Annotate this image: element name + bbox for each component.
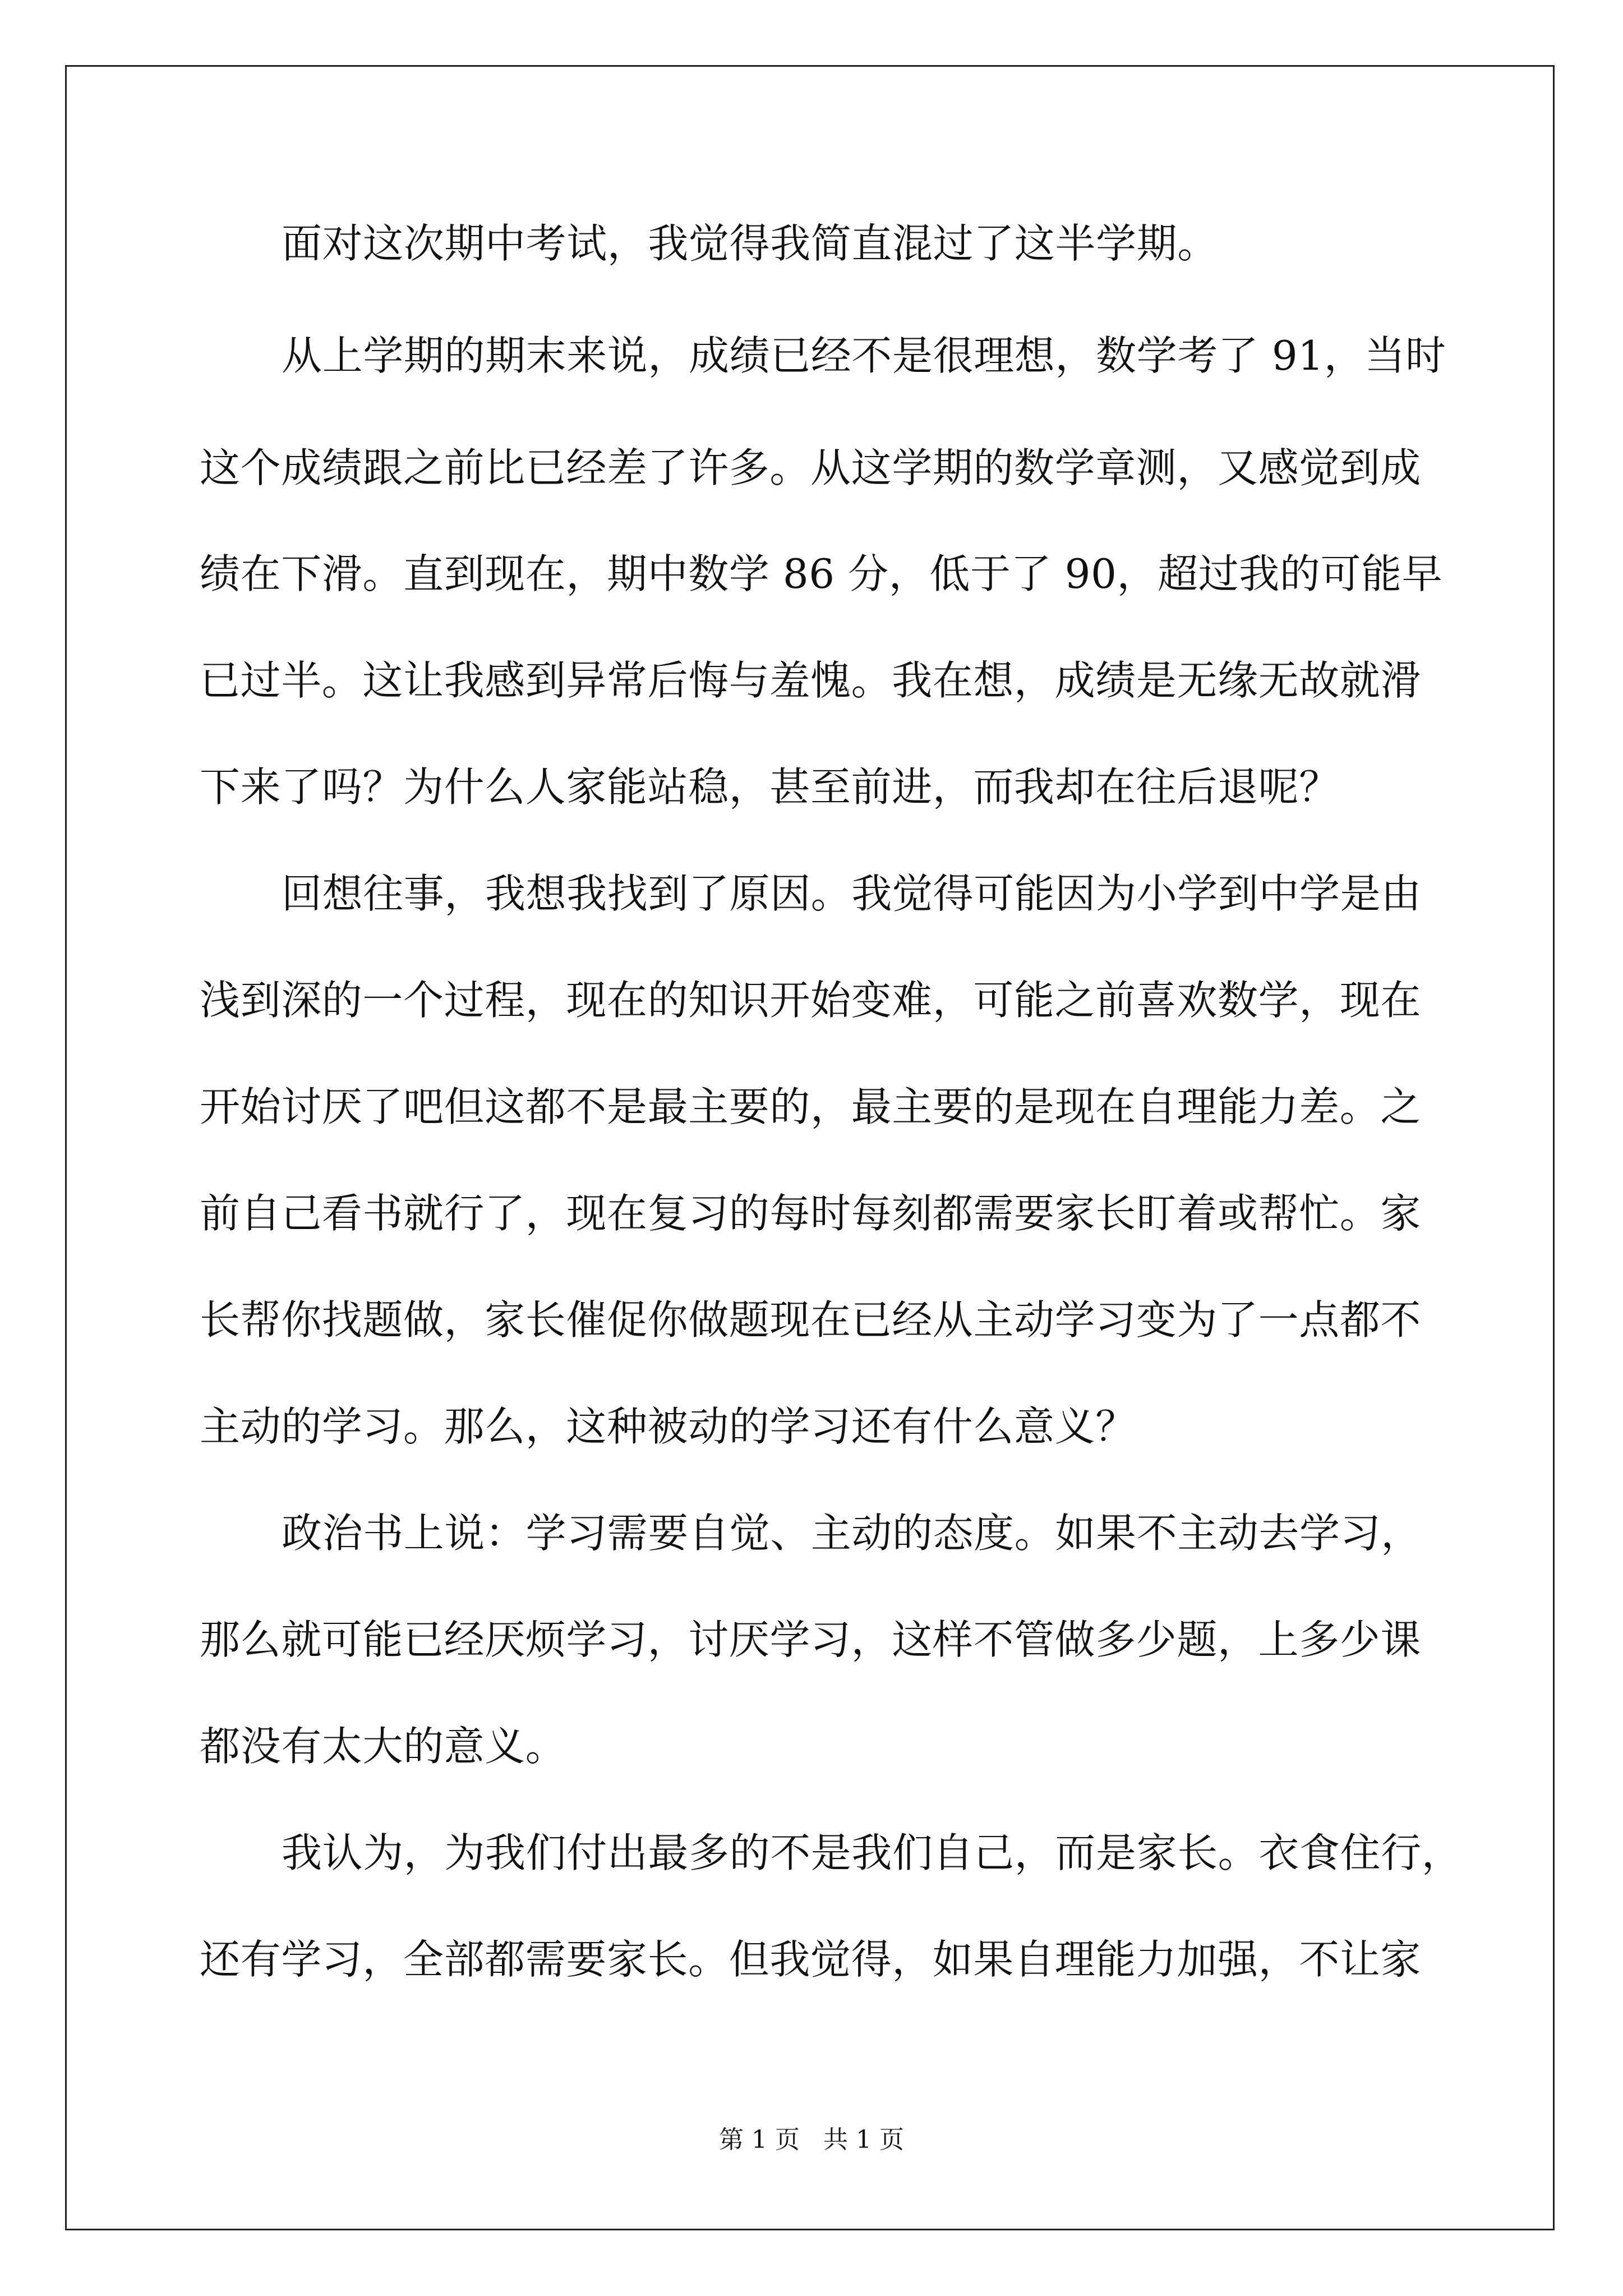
paragraph-line: 我认为，为我们付出最多的不是我们自己，而是家长。衣食住行， <box>282 1829 1463 1876</box>
paragraph-line: 主动的学习。那么，这种被动的学习还有什么意义？ <box>200 1403 1136 1450</box>
paragraph-line: 那么就可能已经厌烦学习，讨厌学习，这样不管做多少题，上多少课 <box>200 1616 1422 1663</box>
paragraph-line: 下来了吗？为什么人家能站稳，甚至前进，而我却在往后退呢？ <box>200 763 1340 811</box>
paragraph-line: 从上学期的期末来说，成绩已经不是很理想，数学考了 91，当时 <box>282 332 1446 379</box>
paragraph-line: 已过半。这让我感到异常后悔与羞愧。我在想，成绩是无缘无故就滑 <box>200 657 1422 704</box>
paragraph-line: 浅到深的一个过程，现在的知识开始变难，可能之前喜欢数学，现在 <box>200 977 1422 1024</box>
paragraph-line: 政治书上说：学习需要自觉、主动的态度。如果不主动去学习， <box>282 1510 1422 1557</box>
page-number-footer: 第 1 页 共 1 页 <box>719 2125 904 2154</box>
paragraph-line: 还有学习，全部都需要家长。但我觉得，如果自理能力加强，不让家 <box>200 1936 1422 1983</box>
paragraph-line: 回想往事，我想我找到了原因。我觉得可能因为小学到中学是由 <box>282 870 1422 917</box>
paragraph-line: 绩在下滑。直到现在，期中数学 86 分，低于了 90，超过我的可能早 <box>200 550 1443 597</box>
paragraph-line: 开始讨厌了吧但这都不是最主要的，最主要的是现在自理能力差。之 <box>200 1083 1422 1130</box>
paragraph-line: 面对这次期中考试，我觉得我简直混过了这半学期。 <box>282 220 1218 267</box>
paragraph-line: 前自己看书就行了，现在复习的每时每刻都需要家长盯着或帮忙。家 <box>200 1190 1422 1237</box>
paragraph-line: 都没有太大的意义。 <box>200 1723 566 1770</box>
paragraph-line: 长帮你找题做，家长催促你做题现在已经从主动学习变为了一点都不 <box>200 1296 1422 1343</box>
page-border <box>65 65 1555 2230</box>
paragraph-line: 这个成绩跟之前比已经差了许多。从这学期的数学章测，又感觉到成 <box>200 444 1422 491</box>
